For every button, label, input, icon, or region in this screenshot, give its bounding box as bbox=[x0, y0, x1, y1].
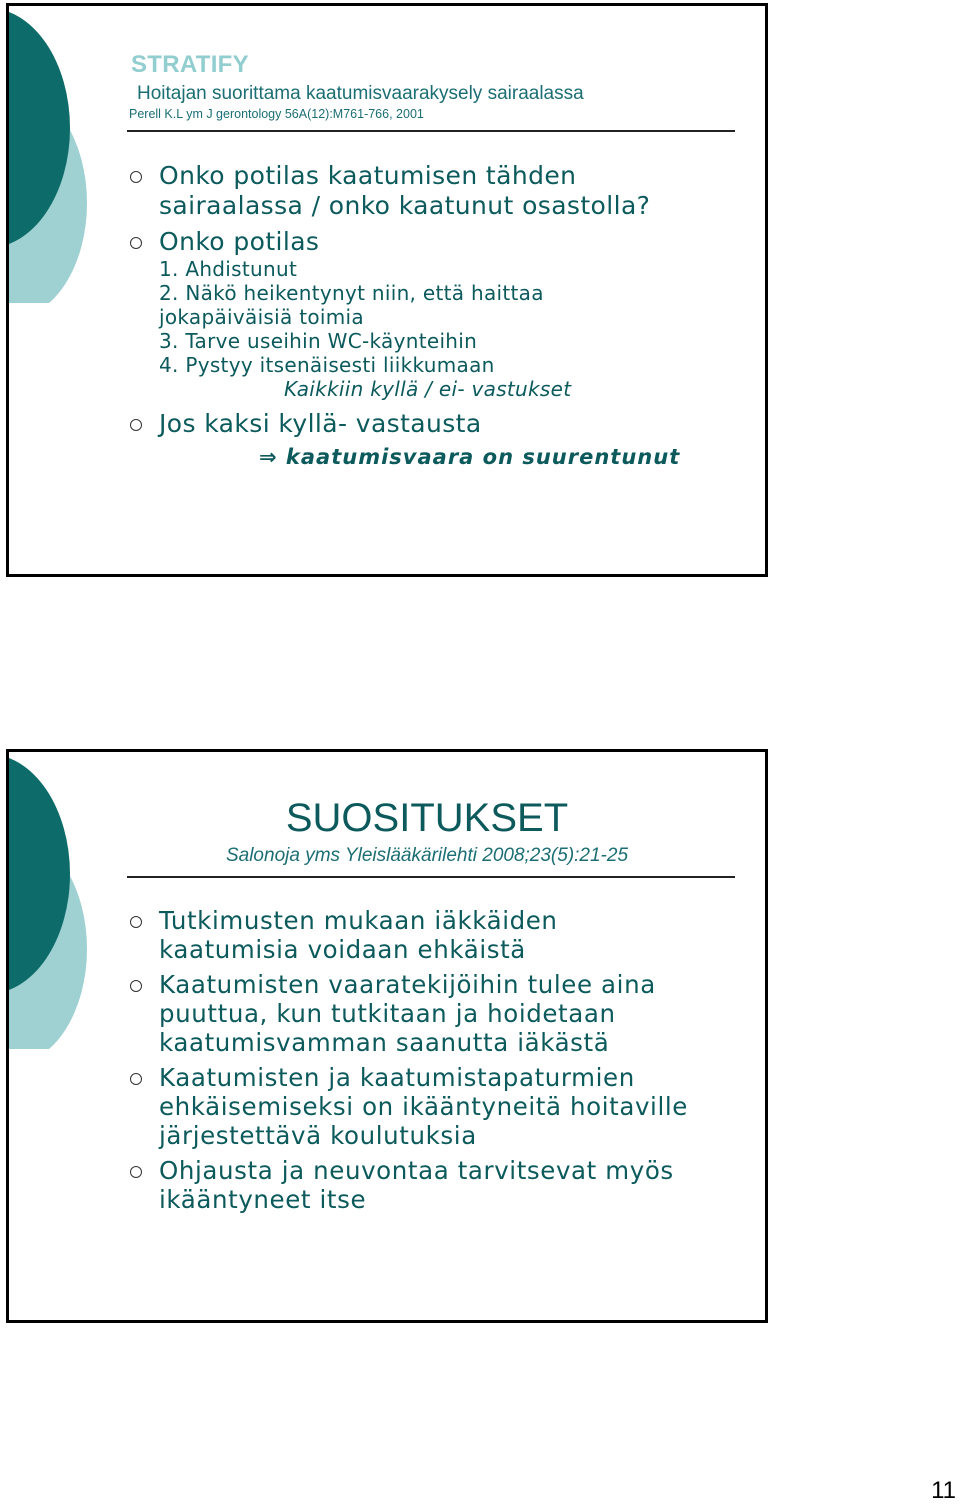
circle-bullet-icon bbox=[130, 419, 142, 431]
bullet-text: Ohjausta ja neuvontaa tarvitsevat myös ikääntyneet itse bbox=[159, 1156, 674, 1214]
slide-title: STRATIFY bbox=[131, 51, 249, 78]
title-divider bbox=[127, 130, 735, 132]
slide-stratify bbox=[6, 3, 768, 577]
numbered-list bbox=[159, 257, 680, 377]
bullet-text: Jos kaksi kyllä- vastausta bbox=[159, 409, 482, 438]
slide-decoration-shape bbox=[6, 749, 96, 1049]
bullet-text: Onko potilas bbox=[159, 227, 320, 256]
bullet-text: Onko potilas kaatumisen tähden sairaalassa / onko kaatunut osastolla? bbox=[159, 161, 651, 220]
result-line bbox=[159, 445, 680, 469]
slide-decoration-shape bbox=[6, 3, 96, 303]
bullet-item bbox=[159, 409, 680, 469]
bullet-text: Kaatumisten vaaratekijöihin tulee aina puuttua, kun tutkitaan ja hoidetaan kaatumisvamman saanutta iäkästä bbox=[159, 970, 656, 1057]
bullet-list bbox=[159, 906, 688, 1214]
slide-suositukset bbox=[6, 749, 768, 1323]
bullet-item bbox=[159, 906, 688, 964]
bullet-list bbox=[159, 161, 680, 469]
bullet-item bbox=[159, 227, 680, 401]
circle-bullet-icon bbox=[130, 1073, 142, 1085]
numbered-item: jokapäiväisiä toimia bbox=[159, 305, 364, 329]
numbered-item: 2. Näkö heikentynyt niin, että haittaa bbox=[159, 281, 544, 305]
circle-bullet-icon bbox=[130, 916, 142, 928]
numbered-item: 1. Ahdistunut bbox=[159, 257, 298, 281]
answer-note: Kaikkiin kyllä / ei- vastukset bbox=[284, 377, 572, 401]
slide-reference: Perell K.L ym J gerontology 56A(12):M761-766, 2001 bbox=[129, 107, 424, 121]
bullet-text: Tutkimusten mukaan iäkkäiden kaatumisia voidaan ehkäistä bbox=[159, 906, 558, 964]
slide-subtitle: Hoitajan suorittama kaatumisvaarakysely sairaalassa bbox=[137, 83, 584, 104]
bullet-text: Kaatumisten ja kaatumistapaturmien ehkäisemiseksi on ikääntyneitä hoitaville järjestettävä koulutuksia bbox=[159, 1063, 688, 1150]
bullet-item bbox=[159, 1063, 688, 1150]
title-divider bbox=[127, 876, 735, 878]
slide-title: SUOSITUKSET bbox=[285, 796, 569, 840]
circle-bullet-icon bbox=[130, 1166, 142, 1178]
circle-bullet-icon bbox=[130, 171, 142, 183]
bullet-item bbox=[159, 161, 680, 221]
slide-reference: Salonoja yms Yleislääkärilehti 2008;23(5):21-25 bbox=[225, 845, 629, 866]
bullet-item bbox=[159, 1156, 688, 1214]
bullet-item bbox=[159, 970, 688, 1057]
page-number: 11 bbox=[931, 1477, 956, 1504]
numbered-item: 4. Pystyy itsenäisesti liikkumaan bbox=[159, 353, 495, 377]
numbered-item: 3. Tarve useihin WC-käynteihin bbox=[159, 329, 478, 353]
circle-bullet-icon bbox=[130, 237, 142, 249]
implies-arrow-icon: ⇒ bbox=[259, 445, 278, 469]
circle-bullet-icon bbox=[130, 980, 142, 992]
result-text: kaatumisvaara on suurentunut bbox=[285, 445, 681, 469]
